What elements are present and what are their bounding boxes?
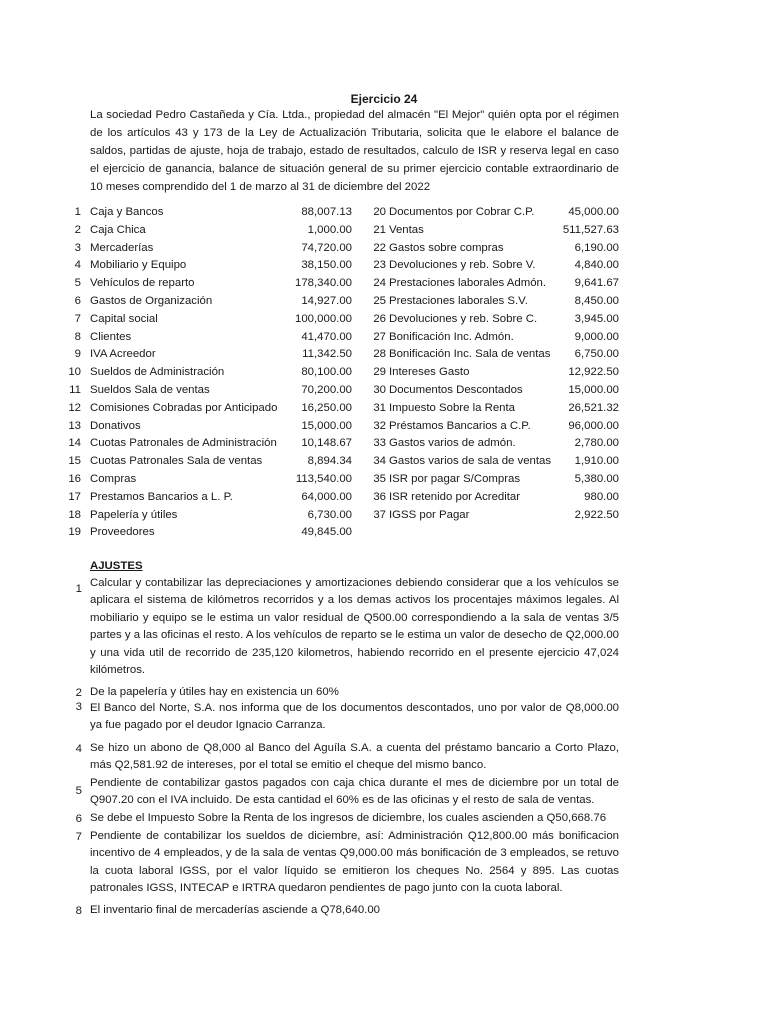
account-name: Caja Chica xyxy=(90,223,146,236)
account-name: Caja y Bancos xyxy=(90,206,164,218)
account-value: 9,641.67 xyxy=(574,277,619,290)
ajuste-text: El Banco del Norte, S.A. nos informa que de los documentos descontados, uno por valor de Q8,000.00 ya fue pagado por el deudor Ignacio Carranza. xyxy=(90,702,619,732)
ajuste-text: El inventario final de mercaderías asciende a Q78,640.00 xyxy=(90,904,381,916)
account-number: 15 xyxy=(68,455,81,468)
account-name: Gastos sobre compras xyxy=(389,241,504,254)
account-value: 2,922.50 xyxy=(574,508,619,521)
account-name: Bonificación Inc. Sala de ventas xyxy=(389,348,551,361)
ajuste-number: 8 xyxy=(75,905,82,917)
account-row xyxy=(0,274,768,292)
account-name: Devoluciones y reb. Sobre V. xyxy=(389,259,536,272)
account-row xyxy=(0,399,768,417)
account-row xyxy=(0,381,768,399)
account-value: 41,470.00 xyxy=(301,330,352,343)
account-row xyxy=(0,506,768,524)
ajuste-text: Pendiente de contabilizar los sueldos de diciembre, así: Administración Q12,800.00 más bonificacion incentivo de 4 empleados, y de la sala de ventas Q9,000.00 más bonificación de 3 empleados, se retuvo la cuota laboral IGSS, por el valor líquido se emitieron los cheques No. 2564 y 895. Las cuotas patronales IGSS, INTECAP e IRTRA quedaron pendientes de pago junto con la cuota laboral. xyxy=(90,830,619,895)
account-number: 16 xyxy=(68,473,81,485)
account-number: 13 xyxy=(68,419,81,432)
account-name: Bonificación Inc. Admón. xyxy=(389,330,514,343)
account-number: 24 xyxy=(373,277,386,290)
account-name: Documentos por Cobrar C.P. xyxy=(389,206,535,218)
account-name: Donativos xyxy=(90,419,141,432)
account-row xyxy=(0,452,768,470)
account-value: 2,780.00 xyxy=(574,437,619,450)
account-row xyxy=(0,488,768,506)
account-number: 14 xyxy=(68,437,81,450)
account-number: 17 xyxy=(68,490,81,503)
account-row xyxy=(0,221,768,239)
account-name: Préstamos Bancarios a C.P. xyxy=(389,419,531,432)
account-number: 31 xyxy=(373,401,386,414)
ajustes-title: AJUSTES xyxy=(90,560,143,572)
account-name: Compras xyxy=(90,473,137,485)
account-value: 4,840.00 xyxy=(574,259,619,272)
account-name: Gastos varios de sala de ventas xyxy=(389,455,552,468)
account-name: IGSS por Pagar xyxy=(389,508,470,521)
account-value: 26,521.32 xyxy=(568,401,619,414)
account-name: ISR por pagar S/Compras xyxy=(389,473,521,485)
account-value: 74,720.00 xyxy=(301,241,352,254)
account-value: 5,380.00 xyxy=(574,473,619,485)
account-row xyxy=(0,363,768,381)
account-row xyxy=(0,345,768,363)
account-name: Cuotas Patronales Sala de ventas xyxy=(90,455,263,468)
account-value: 8,894.34 xyxy=(307,455,352,468)
account-value: 6,730.00 xyxy=(307,508,352,521)
account-name: Mercaderías xyxy=(90,241,154,254)
account-number: 35 xyxy=(373,473,386,485)
account-value: 38,150.00 xyxy=(301,259,352,272)
account-value: 12,922.50 xyxy=(568,366,619,379)
account-row xyxy=(0,239,768,257)
account-value: 49,845.00 xyxy=(301,526,352,539)
ajuste-number: 6 xyxy=(75,813,82,825)
account-number: 6 xyxy=(74,295,81,307)
account-value: 45,000.00 xyxy=(568,206,619,218)
ajuste-text: De la papelería y útiles hay en existencia un 60% xyxy=(90,686,339,698)
account-value: 100,000.00 xyxy=(294,312,352,325)
account-value: 15,000.00 xyxy=(301,419,352,432)
account-number: 36 xyxy=(373,490,386,503)
account-number: 1 xyxy=(74,206,81,218)
account-number: 11 xyxy=(69,384,81,396)
account-value: 11,342.50 xyxy=(302,348,352,361)
exercise-title: Ejercicio 24 xyxy=(350,92,418,106)
account-name: Documentos Descontados xyxy=(389,384,523,396)
account-number: 8 xyxy=(74,330,81,343)
ajuste-number: 3 xyxy=(75,701,82,713)
account-number: 18 xyxy=(68,508,81,521)
ajuste-number: 7 xyxy=(75,831,82,843)
account-number: 12 xyxy=(68,401,81,414)
account-number: 28 xyxy=(373,348,386,361)
account-number: 5 xyxy=(74,277,81,290)
ajuste-number: 5 xyxy=(75,785,82,797)
account-number: 27 xyxy=(373,330,386,343)
account-value: 88,007.13 xyxy=(301,206,352,218)
ajuste-text: Calcular y contabilizar las depreciaciones y amortizaciones debiendo considerar que a los vehículos se aplicara el sistema de kilómetros recorridos y a los demas activos los procentajes máximos legales. Al mobiliario y equipo se le estima un valor residual de Q500.00 correspondiendo a la sala de ventas 3/5 partes y a las oficinas el resto. A los vehículos de reparto se le estima un valor de desecho de Q2,000.00 y una vida util de recorrido de 235,120 kilometros, habiendo recorrido en el presente ejercicio 47,024 kilómetros. xyxy=(90,577,619,677)
ajuste-number: 4 xyxy=(75,743,82,755)
account-number: 19 xyxy=(68,526,81,539)
account-value: 6,190.00 xyxy=(574,241,619,254)
account-row xyxy=(0,256,768,274)
account-number: 23 xyxy=(373,259,386,272)
account-number: 2 xyxy=(74,223,81,236)
account-name: Ventas xyxy=(389,223,424,236)
account-value: 1,000.00 xyxy=(307,223,352,236)
account-value: 980.00 xyxy=(584,490,619,503)
account-number: 22 xyxy=(373,241,386,254)
account-name: Gastos de Organización xyxy=(90,295,213,307)
account-name: Clientes xyxy=(90,330,132,343)
account-number: 20 xyxy=(373,206,386,218)
account-row xyxy=(0,203,768,221)
account-value: 80,100.00 xyxy=(301,366,352,379)
account-number: 21 xyxy=(373,223,386,236)
account-value: 113,540.00 xyxy=(295,473,352,485)
account-value: 14,927.00 xyxy=(301,295,352,307)
account-value: 15,000.00 xyxy=(568,384,619,396)
account-name: Prestaciones laborales S.V. xyxy=(389,295,528,307)
ajuste-text: Pendiente de contabilizar gastos pagados con caja chica durante el mes de diciembre por un total de Q907.20 con el IVA incluido. De esta cantidad el 60% es de las oficinas y el resto de sala de ventas. xyxy=(90,777,619,807)
account-value: 6,750.00 xyxy=(574,348,619,361)
account-name: Mobiliario y Equipo xyxy=(90,259,187,272)
account-name: Prestaciones laborales Admón. xyxy=(389,277,547,290)
account-number: 10 xyxy=(68,366,81,379)
account-name: Vehículos de reparto xyxy=(90,277,195,290)
account-number: 26 xyxy=(373,312,386,325)
account-number: 9 xyxy=(74,348,81,361)
account-number: 30 xyxy=(373,384,386,396)
account-row xyxy=(0,434,768,452)
account-value: 16,250.00 xyxy=(301,401,352,414)
account-value: 10,148.67 xyxy=(301,437,352,450)
account-name: Prestamos Bancarios a L. P. xyxy=(90,490,233,503)
account-row xyxy=(0,292,768,310)
ajuste-text: Se hizo un abono de Q8,000 al Banco del Aguíla S.A. a cuenta del préstamo bancario a Corto Plazo, más Q2,581.92 de intereses, por el total se emitio el cheque del mismo banco. xyxy=(90,742,619,772)
account-name: Gastos varios de admón. xyxy=(389,437,516,450)
account-name: Proveedores xyxy=(90,526,155,539)
account-value: 1,910.00 xyxy=(574,455,619,468)
ajuste-number: 1 xyxy=(75,583,82,595)
account-row xyxy=(0,417,768,435)
account-row xyxy=(0,470,768,488)
account-name: Devoluciones y reb. Sobre C. xyxy=(389,312,538,325)
account-value: 178,340.00 xyxy=(294,277,352,290)
account-number: 25 xyxy=(373,295,386,307)
account-number: 33 xyxy=(373,437,386,450)
account-name: ISR retenido por Acreditar xyxy=(389,490,521,503)
account-name: Capital social xyxy=(90,312,158,325)
account-number: 37 xyxy=(373,508,386,521)
account-name: Impuesto Sobre la Renta xyxy=(389,401,516,414)
account-number: 3 xyxy=(74,241,81,254)
account-value: 3,945.00 xyxy=(574,312,619,325)
account-name: Intereses Gasto xyxy=(389,366,470,379)
exercise-intro: La sociedad Pedro Castañeda y Cía. Ltda., propiedad del almacén "El Mejor" quién opta por el régimen de los artículos 43 y 173 de la Ley de Actualización Tributaria, solicita que le elabore el balance de saldos, partidas de ajuste, hoja de trabajo, estado de resultados, calculo de ISR y reserva legal en caso el ejercicio de ganancia, balance de situación general de su primer ejercicio contable extraordinario de 10 meses comprendido del 1 de marzo al 31 de diciembre del 2022 xyxy=(90,109,619,193)
account-value: 96,000.00 xyxy=(568,419,619,432)
account-value: 64,000.00 xyxy=(301,490,352,503)
account-name: Sueldos de Administración xyxy=(90,366,225,379)
account-row xyxy=(0,523,768,541)
ajuste-text: Se debe el Impuesto Sobre la Renta de los ingresos de diciembre, los cuales ascienden a Q50,668.76 xyxy=(90,812,607,824)
account-value: 8,450.00 xyxy=(574,295,619,307)
account-number: 29 xyxy=(373,366,386,379)
account-value: 9,000.00 xyxy=(574,330,619,343)
account-number: 34 xyxy=(373,455,386,468)
account-number: 4 xyxy=(74,259,81,272)
account-value: 511,527.63 xyxy=(562,223,619,236)
account-value: 70,200.00 xyxy=(301,384,352,396)
account-name: Papelería y útiles xyxy=(90,508,178,521)
ajuste-number: 2 xyxy=(75,687,82,699)
account-name: IVA Acreedor xyxy=(90,348,156,361)
account-name: Comisiones Cobradas por Anticipado xyxy=(90,401,278,414)
account-name: Cuotas Patronales de Administración xyxy=(90,437,277,450)
account-number: 32 xyxy=(373,419,386,432)
account-number: 7 xyxy=(74,312,81,325)
account-row xyxy=(0,310,768,328)
account-row xyxy=(0,328,768,346)
account-name: Sueldos Sala de ventas xyxy=(90,384,210,396)
